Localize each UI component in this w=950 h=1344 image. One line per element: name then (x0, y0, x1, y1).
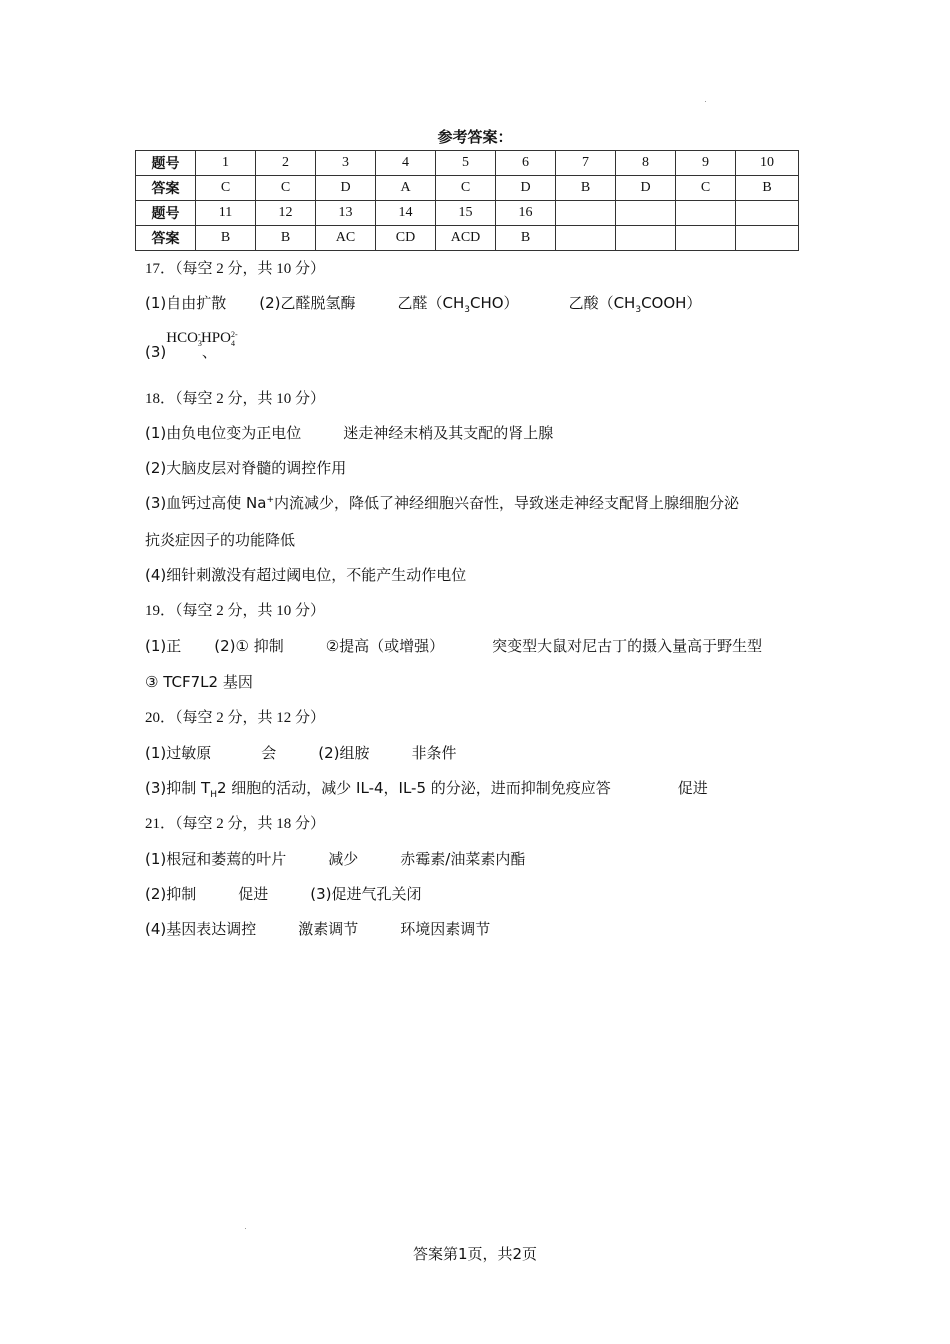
table-cell (616, 201, 676, 226)
table-cell: 8 (616, 151, 676, 176)
q19-heading: 19．（每空 2 分，共 10 分） (145, 603, 326, 619)
q17-separator: 、 (201, 343, 217, 361)
q20-answer-6: 促进 (677, 779, 708, 797)
table-cell (556, 226, 616, 251)
table-cell: 11 (196, 201, 256, 226)
q19-line-2: ③ TCF7L2 基因 (145, 673, 253, 691)
q17-answer-hpo4: HPO 2- 4 (200, 329, 238, 348)
table-cell: 16 (496, 201, 556, 226)
q20-answer-2: 会 (261, 744, 277, 762)
q17-answer-hco3: HCO - 3 (166, 329, 202, 348)
q17-line-1 (145, 292, 701, 315)
table-cell: 13 (316, 201, 376, 226)
q18-answer-1: (1)由负电位变为正电位 (145, 424, 302, 442)
table-cell (736, 226, 799, 251)
q20-answer-1: (1)过敏原 (145, 744, 212, 762)
table-cell: 9 (676, 151, 736, 176)
q17-answer-1: (1)自由扩散 (145, 294, 227, 312)
table-cell (736, 201, 799, 226)
q19-line-1 (145, 635, 762, 656)
table-cell: C (676, 176, 736, 201)
table-cell: 3 (316, 151, 376, 176)
q18-line-2: (2)大脑皮层对脊髓的调控作用 (145, 459, 347, 477)
q21-heading: 21．（每空 2 分，共 18 分） (145, 816, 326, 832)
row-header: 答案 (136, 226, 196, 251)
table-cell: B (736, 176, 799, 201)
q18-line-3: (3)血钙过高使 Na+内流减少，降低了神经细胞兴奋性，导致迷走神经支配肾上腺细胞分泌 (145, 494, 739, 512)
q21-answer-5: 促进 (238, 885, 269, 903)
q21-line-1 (145, 848, 525, 869)
q20-answer-5: (3)抑制 $T_H2$ 细胞的活动，减少 IL-4，IL-5 的分泌，进而抑制免疫应答 (145, 779, 611, 800)
scan-dot (705, 101, 706, 102)
row-header: 题号 (136, 151, 196, 176)
row-header: 题号 (136, 201, 196, 226)
table-cell: A (376, 176, 436, 201)
table-row (136, 151, 799, 176)
table-row (136, 226, 799, 251)
table-cell: 7 (556, 151, 616, 176)
answer-table (135, 150, 799, 251)
q17-item-3-label: (3) (145, 343, 167, 361)
table-cell: 4 (376, 151, 436, 176)
table-cell: B (256, 226, 316, 251)
q17-answer-3: 乙醛$(CH_3CHO)$ (397, 294, 519, 315)
q19-answer-2: (2)① 抑制 (214, 637, 284, 655)
table-cell: C (436, 176, 496, 201)
q17-line-2 (145, 326, 238, 361)
row-header: 答案 (136, 176, 196, 201)
q21-line-3 (145, 918, 490, 939)
table-cell: C (196, 176, 256, 201)
q17-heading: 17．（每空 2 分，共 10 分） (145, 261, 326, 277)
q21-answer-7: (4)基因表达调控 (145, 920, 257, 938)
page-footer: 答案第1页，共2页 (412, 1245, 538, 1263)
table-cell: D (316, 176, 376, 201)
answer-table-body (136, 151, 799, 251)
q21-answer-2: 减少 (328, 850, 359, 868)
q21-line-2 (145, 883, 422, 904)
table-cell (676, 226, 736, 251)
table-cell: B (556, 176, 616, 201)
table-cell: 1 (196, 151, 256, 176)
q17-answer-2: (2)乙醛脱氢酶 (259, 294, 356, 312)
table-cell: AC (316, 226, 376, 251)
q20-line-2 (145, 777, 708, 800)
table-cell: B (196, 226, 256, 251)
q21-answer-3: 赤霉素/油菜素内酯 (400, 850, 526, 868)
table-cell: ACD (436, 226, 496, 251)
table-cell: 12 (256, 201, 316, 226)
table-cell: 10 (736, 151, 799, 176)
table-cell (616, 226, 676, 251)
q18-line-4: 抗炎症因子的功能降低 (145, 531, 296, 549)
table-cell: 5 (436, 151, 496, 176)
q20-answer-4: 非条件 (411, 744, 457, 762)
q18-line-1 (145, 422, 553, 443)
table-cell: CD (376, 226, 436, 251)
q20-answer-3: (2)组胺 (318, 744, 370, 762)
table-cell: C (256, 176, 316, 201)
q18-answer-2: 迷走神经末梢及其支配的肾上腺 (343, 424, 554, 442)
q21-answer-1: (1)根冠和萎蔫的叶片 (145, 850, 287, 868)
table-cell: 15 (436, 201, 496, 226)
q21-answer-9: 环境因素调节 (400, 920, 491, 938)
page-title: 参考答案： (437, 128, 513, 146)
table-row (136, 176, 799, 201)
table-row (136, 201, 799, 226)
q21-answer-8: 激素调节 (298, 920, 359, 938)
q19-answer-3: ②提高（或增强） (325, 637, 445, 655)
q17-answer-4: 乙酸$(CH_3COOH)$ (568, 294, 702, 315)
q20-heading: 20．（每空 2 分，共 12 分） (145, 710, 326, 726)
q20-line-1 (145, 742, 457, 763)
table-cell (556, 201, 616, 226)
q18-line-5: (4)细针刺激没有超过阈电位，不能产生动作电位 (145, 566, 467, 584)
q19-answer-1: (1)正 (145, 637, 182, 655)
table-cell: D (616, 176, 676, 201)
q19-answer-4: 突变型大鼠对尼古丁的摄入量高于野生型 (492, 637, 763, 655)
table-cell (676, 201, 736, 226)
table-cell: 2 (256, 151, 316, 176)
table-cell: D (496, 176, 556, 201)
table-cell: B (496, 226, 556, 251)
table-cell: 14 (376, 201, 436, 226)
table-cell: 6 (496, 151, 556, 176)
q21-answer-6: (3)促进气孔关闭 (310, 885, 422, 903)
q18-heading: 18．（每空 2 分，共 10 分） (145, 391, 326, 407)
scan-dot (245, 1228, 246, 1229)
q21-answer-4: (2)抑制 (145, 885, 197, 903)
